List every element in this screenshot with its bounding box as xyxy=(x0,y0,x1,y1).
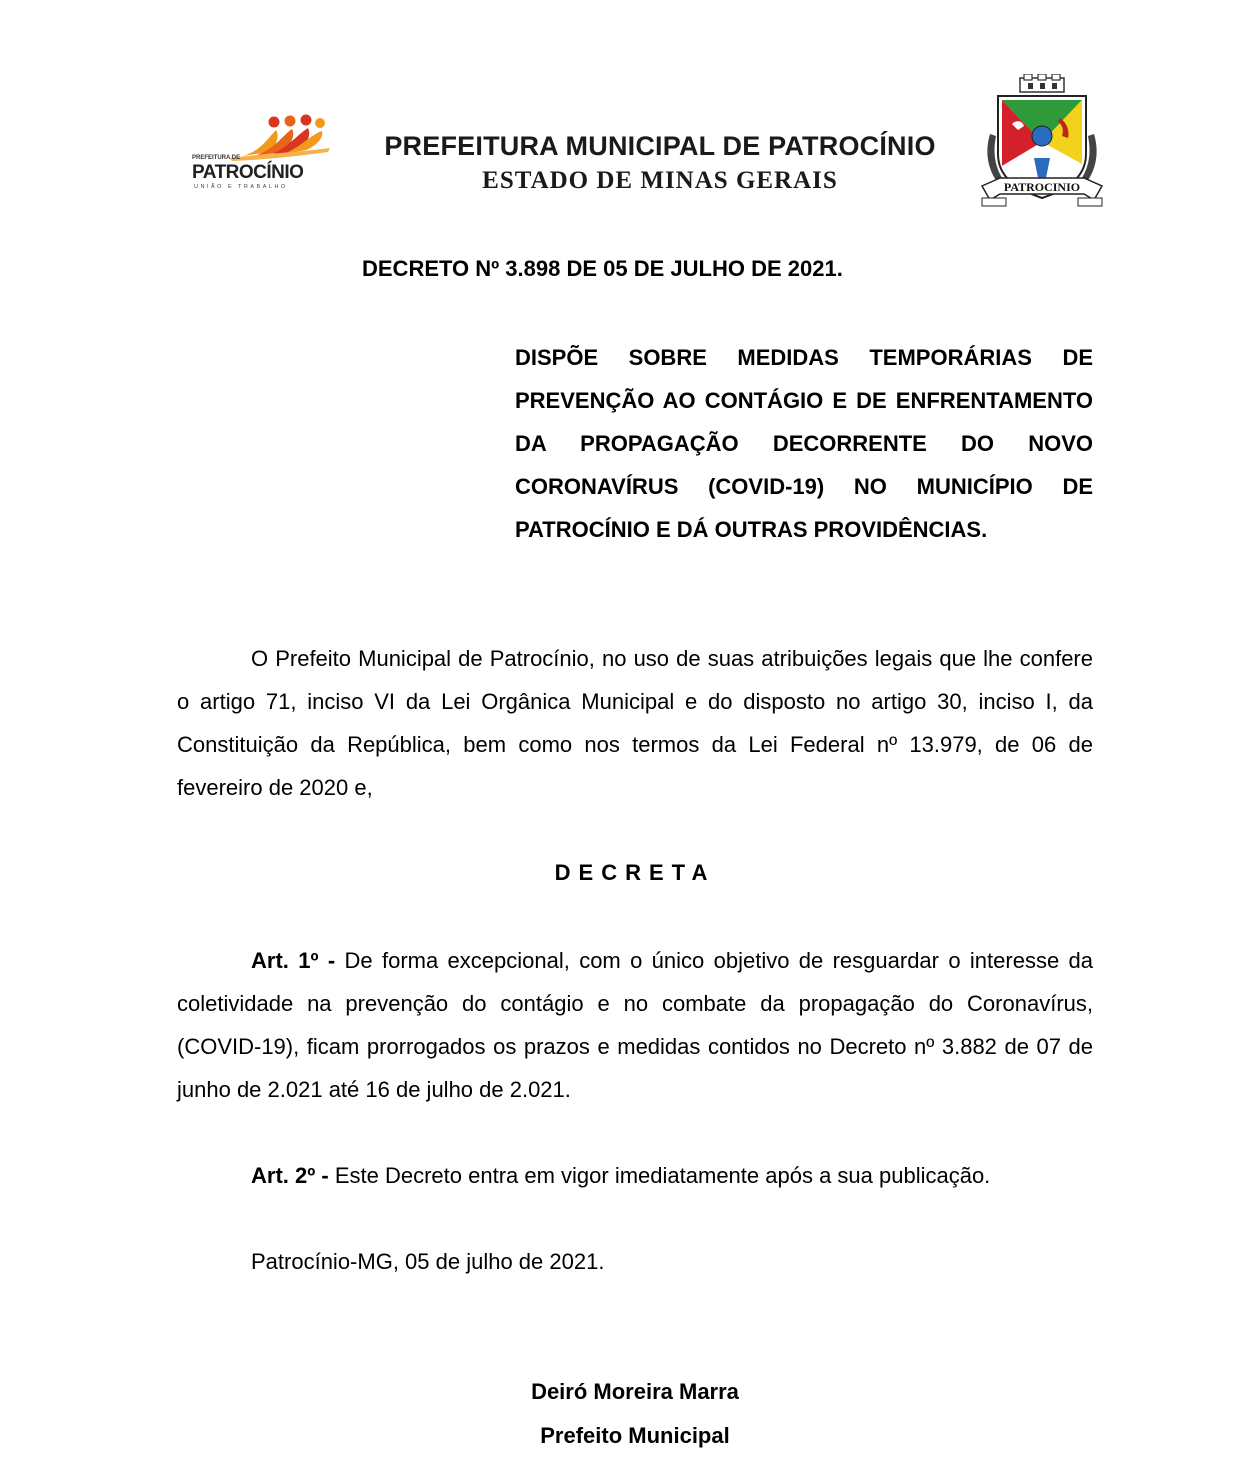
decree-summary: DISPÕE SOBRE MEDIDAS TEMPORÁRIAS DE PREVENÇÃO AO CONTÁGIO E DE ENFRENTAMENTO DA PROPAGAÇÃO DECORRENTE DO NOVO CORONAVÍRUS (COVID-19) NO MUNICÍPIO DE PATROCÍNIO E DÁ OUTRAS PROVIDÊNCIAS. xyxy=(515,345,1093,542)
coat-of-arms xyxy=(976,74,1108,214)
municipal-coat-of-arms-icon xyxy=(976,74,1108,214)
letterhead-subtitle: ESTADO DE MINAS GERAIS xyxy=(482,167,838,194)
signatory-role: Prefeito Municipal xyxy=(540,1423,730,1448)
logo-small-text: PREFEITURA DE xyxy=(192,155,241,161)
article-2-label: Art. 2º - xyxy=(251,1163,329,1188)
decree-number: DECRETO Nº 3.898 DE 05 DE JULHO DE 2021. xyxy=(362,256,843,281)
signature-block xyxy=(0,1370,1240,1458)
decreta-heading: DECRETA xyxy=(554,860,716,885)
signatory-name: Deiró Moreira Marra xyxy=(531,1379,739,1404)
decree-preamble: O Prefeito Municipal de Patrocínio, no uso de suas atribuições legais que lhe confere o artigo 71, inciso VI da Lei Orgânica Municipal e do disposto no artigo 30, inciso I, da Constituição da República, bem como nos termos da Lei Federal nº 13.979, de 06 de fevereiro de 2020 e, xyxy=(177,646,1093,800)
logo-slogan: UNIÃO E TRABALHO xyxy=(194,184,288,190)
article-1 xyxy=(177,939,1093,1111)
letterhead xyxy=(355,128,965,198)
article-2 xyxy=(177,1154,1093,1197)
letterhead-title: PREFEITURA MUNICIPAL DE PATROCÍNIO xyxy=(384,131,936,161)
article-1-label: Art. 1º - xyxy=(251,948,336,973)
people-figures-logo-icon xyxy=(190,112,332,192)
patrocinio-logo xyxy=(190,112,332,192)
article-1-text: De forma excepcional, com o único objetivo de resguardar o interesse da coletividade na prevenção do contágio e no combate da propagação do Coronavírus, (COVID-19), ficam prorrogados os prazos e medidas contidos no Decreto nº 3.882 de 07 de junho de 2.021 até 16 de julho de 2.021. xyxy=(177,948,1093,1102)
place-and-date: Patrocínio-MG, 05 de julho de 2021. xyxy=(251,1249,605,1274)
article-2-text: Este Decreto entra em vigor imediatamente após a sua publicação. xyxy=(328,1163,991,1188)
seal-banner-text: PATROCINIO xyxy=(1003,180,1081,194)
logo-name: PATROCÍNIO xyxy=(192,162,304,183)
